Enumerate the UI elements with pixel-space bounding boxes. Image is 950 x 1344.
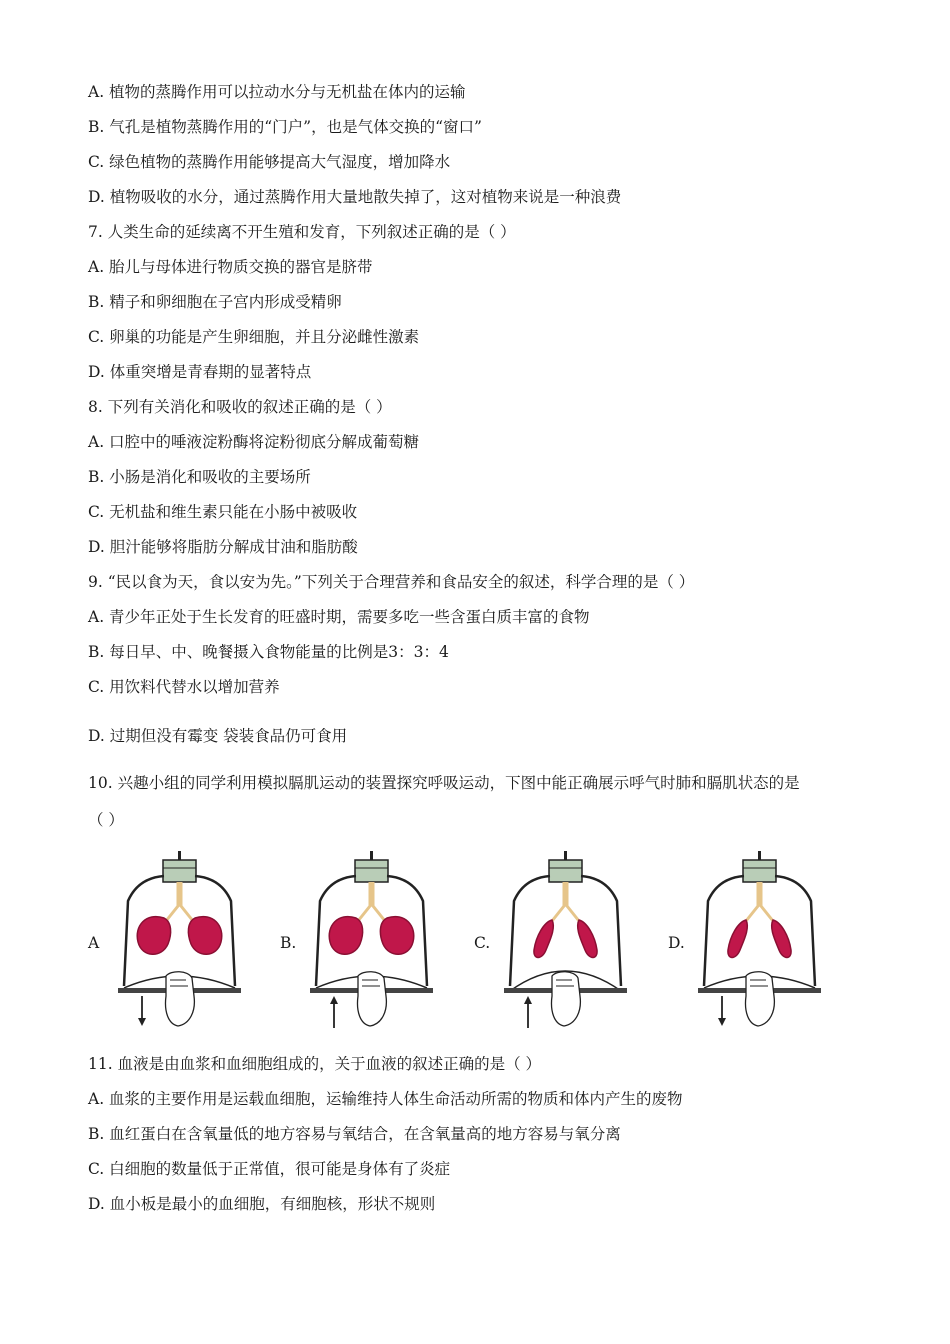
figure-option-1: [88, 846, 248, 1036]
text-line: C. 无机盐和维生素只能在小肠中被吸收: [88, 503, 358, 521]
text-line: A. 胎儿与母体进行物质交换的器官是脐带: [88, 258, 373, 276]
rubber-stopper: [355, 860, 388, 882]
text-line: C. 用饮料代替水以增加营养: [88, 678, 280, 696]
figure-label: B.: [280, 934, 297, 952]
right-lung: [578, 920, 597, 958]
rubber-stopper: [163, 860, 196, 882]
right-lung: [380, 917, 413, 955]
figure-option-2: [280, 846, 440, 1036]
left-lung: [137, 917, 170, 955]
bell-jar-model: [308, 846, 438, 1036]
figure-label: A: [88, 934, 100, 952]
figure-option-4: [668, 846, 828, 1036]
text-line: D. 植物吸收的水分，通过蒸腾作用大量地散失掉了，这对植物来说是一种浪费: [88, 188, 622, 206]
text-line: B. 每日早、中、晚餐摄入食物能量的比例是3：3：4: [88, 643, 449, 661]
arrow-up-icon: [524, 996, 532, 1028]
text-line: D. 胆汁能够将脂肪分解成甘油和脂肪酸: [88, 538, 358, 556]
text-line: 11. 血液是由血浆和血细胞组成的，关于血液的叙述正确的是（ ）: [88, 1055, 542, 1073]
text-line: 10. 兴趣小组的同学利用模拟膈肌运动的装置探究呼吸运动，下图中能正确展示呼气时肺和膈肌状态的是: [88, 774, 800, 792]
text-line: （ ）: [88, 811, 124, 829]
left-lung: [728, 920, 747, 958]
arrow-up-icon: [330, 996, 338, 1028]
right-lung: [188, 917, 221, 955]
arrow-down-icon: [138, 996, 146, 1026]
figure-option-3: [474, 846, 634, 1036]
rubber-stopper: [743, 860, 776, 882]
text-line: C. 白细胞的数量低于正常值，很可能是身体有了炎症: [88, 1160, 451, 1178]
text-line: D. 血小板是最小的血细胞，有细胞核，形状不规则: [88, 1195, 436, 1213]
text-line: 7. 人类生命的延续离不开生殖和发育，下列叙述正确的是（ ）: [88, 223, 516, 241]
text-line: 9. “民以食为天，食以安为先。”下列关于合理营养和食品安全的叙述，科学合理的是（ ）: [88, 573, 695, 591]
figure-label: C.: [474, 934, 491, 952]
bell-jar-model: [116, 846, 246, 1036]
text-line: D. 体重突增是青春期的显著特点: [88, 363, 312, 381]
text-line: A. 植物的蒸腾作用可以拉动水分与无机盐在体内的运输: [88, 83, 466, 101]
figure-label: D.: [668, 934, 685, 952]
bell-jar-model: [696, 846, 826, 1036]
left-lung: [329, 917, 362, 955]
bell-jar-model: [502, 846, 632, 1036]
arrow-down-icon: [718, 996, 726, 1026]
text-line: D. 过期但没有霉变 袋装食品仍可食用: [88, 727, 348, 745]
text-line: B. 气孔是植物蒸腾作用的“门户”，也是气体交换的“窗口”: [88, 118, 482, 136]
diaphragm-model-figures: [0, 846, 950, 1036]
text-line: C. 卵巢的功能是产生卵细胞，并且分泌雌性激素: [88, 328, 420, 346]
text-line: A. 青少年正处于生长发育的旺盛时期，需要多吃一些含蛋白质丰富的食物: [88, 608, 590, 626]
text-line: A. 血浆的主要作用是运载血细胞，运输维持人体生命活动所需的物质和体内产生的废物: [88, 1090, 683, 1108]
text-line: B. 小肠是消化和吸收的主要场所: [88, 468, 311, 486]
left-lung: [534, 920, 553, 958]
text-line: C. 绿色植物的蒸腾作用能够提高大气湿度，增加降水: [88, 153, 451, 171]
text-line: B. 精子和卵细胞在子宫内形成受精卵: [88, 293, 342, 311]
text-line: B. 血红蛋白在含氧量低的地方容易与氧结合，在含氧量高的地方容易与氧分离: [88, 1125, 621, 1143]
right-lung: [772, 920, 791, 958]
rubber-stopper: [549, 860, 582, 882]
text-line: 8. 下列有关消化和吸收的叙述正确的是（ ）: [88, 398, 392, 416]
text-line: A. 口腔中的唾液淀粉酶将淀粉彻底分解成葡萄糖: [88, 433, 420, 451]
